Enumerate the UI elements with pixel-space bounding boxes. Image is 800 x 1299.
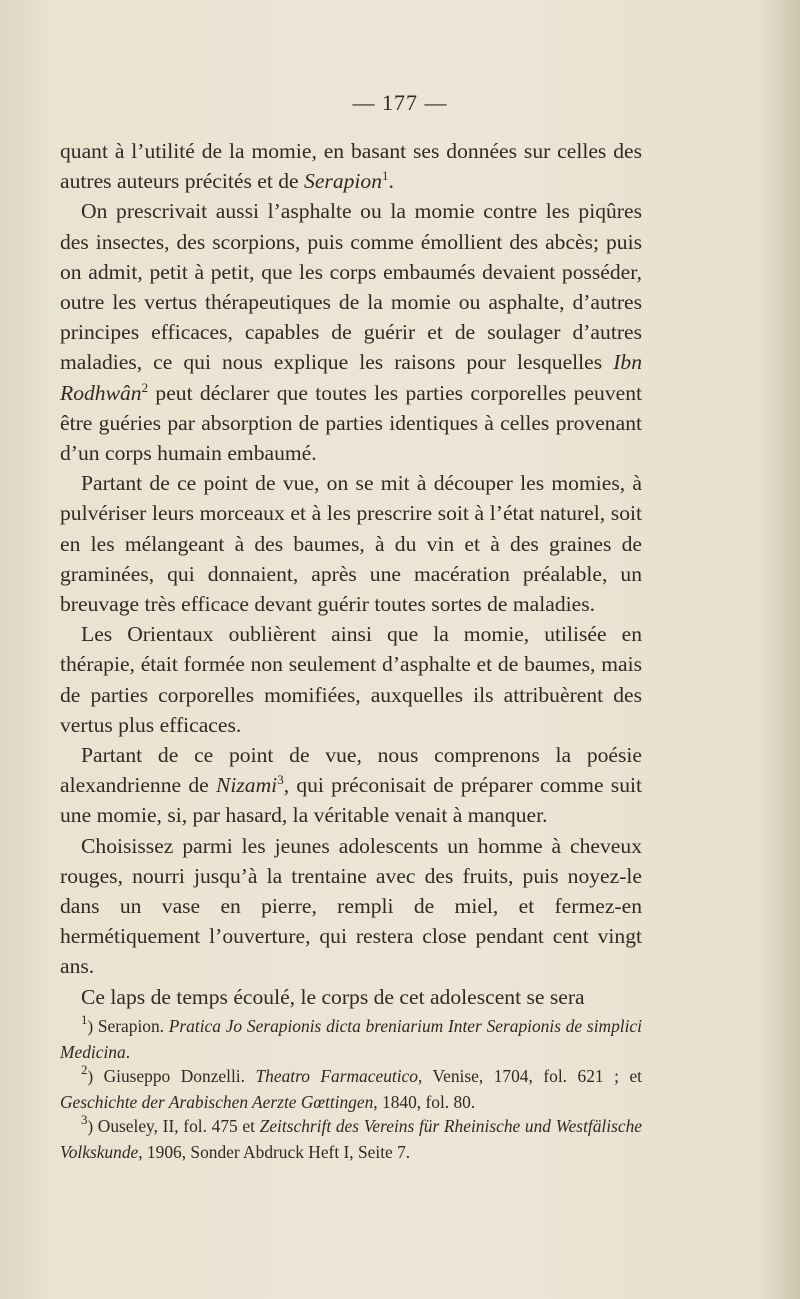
footnote-paren: )	[87, 1017, 98, 1036]
footnote-text: , Venise, 1704, fol. 621 ; et	[417, 1066, 642, 1087]
paragraph: Ce laps de temps écoulé, le corps de cet adolescent se sera	[81, 984, 585, 1009]
paragraph-text: Partant de ce point de vue, nous comprenons la poésie alexandrienne de	[60, 743, 642, 798]
paragraph-text: peut déclarer que toutes les parties corporelles peuvent être guéries par absorption de parties identiques à celles provenant d’un corps humain embaumé.	[60, 380, 642, 466]
footnote	[60, 1014, 642, 1064]
paragraph-text: .	[388, 169, 394, 194]
footnote-mark: 2	[81, 1062, 88, 1078]
footnote-ref: 3	[277, 772, 284, 788]
footnote-text: , 1906, Sonder Abdruck Heft I, Seite 7.	[138, 1141, 411, 1162]
paragraph-text: On prescrivait aussi l’asphalte ou la momie contre les piqûres des insectes, des scorpions, puis comme émollient des abcès; puis on admit, petit à petit, que les corps embaumés devaient posséder, outre les vertus thérapeutiques de la momie ou asphalte, d’autres principes efficaces, capables de guérir et de soulager d’autres maladies, ce qui nous explique les raisons pour lesquelles	[60, 199, 642, 375]
footnote-text: , 1840, fol. 80.	[373, 1091, 476, 1112]
paragraph: Partant de ce point de vue, on se mit à découper les momies, à pulvériser leurs morceaux et à les prescrire soit à l’état naturel, soit en les mélangeant à des baumes, à du vin et à des graines de graminées, qui donnaient, après une macération préalable, un breuvage très efficace devant guérir toutes sortes de maladies.	[60, 471, 642, 617]
main-text	[60, 136, 642, 1012]
footnote-text: .	[125, 1041, 131, 1062]
footnote-title: Theatro Farmaceutico	[255, 1066, 418, 1087]
footnote-text: Giuseppo Donzelli.	[103, 1066, 256, 1087]
footnote-title: Pratica Jo Serapionis dicta breniarium Inter Serapionis de simplici Medicina	[60, 1016, 642, 1062]
paragraph: Les Orientaux oublièrent ainsi que la momie, utilisée en thérapie, était formée non seulement d’asphalte et de baumes, mais de parties corporelles momifiées, auxquelles ils attribuèrent des vertus plus efficaces.	[60, 622, 642, 737]
cited-author: Nizami	[215, 773, 278, 798]
footnote-paren: )	[87, 1067, 104, 1087]
footnote-title: Geschichte der Arabischen Aerzte Gœttingen	[60, 1091, 374, 1112]
cited-author: Ibn Rodhwân	[60, 350, 642, 405]
footnote-text: Ouseley, II, fol. 475 et	[97, 1116, 260, 1137]
paragraph	[60, 196, 642, 468]
footnote-paren: )	[87, 1117, 98, 1137]
footnote-ref: 1	[382, 168, 389, 184]
footnote-title: Zeitschrift des Vereins für Rheinische und Westfälische Volkskunde	[60, 1116, 642, 1162]
footnote	[60, 1064, 642, 1114]
paragraph	[60, 740, 642, 831]
footnotes	[60, 1014, 642, 1165]
footnote-mark: 3	[81, 1112, 88, 1128]
paragraph	[60, 136, 642, 196]
footnote-mark: 1	[81, 1012, 88, 1027]
paragraph: Choisissez parmi les jeunes adolescents un homme à cheveux rouges, nourri jusqu’à la trentaine avec des fruits, puis noyez-le dans un vase en pierre, rempli de miel, et fermez-en hermétiquement l’ouverture, qui restera close pendant cent vingt ans.	[60, 833, 642, 979]
footnote-text: Serapion.	[97, 1016, 169, 1036]
footnote-ref: 2	[141, 379, 149, 395]
paragraph-text: , qui préconisait de préparer comme suit une momie, si, par hasard, la véritable venait à manquer.	[60, 773, 642, 828]
paragraph-text: quant à l’utilité de la momie, en basant ses données sur celles des autres auteurs précités et de	[60, 139, 642, 194]
cited-author: Serapion	[304, 169, 383, 194]
footnote	[60, 1114, 642, 1164]
page-number: — 177 —	[352, 90, 448, 115]
